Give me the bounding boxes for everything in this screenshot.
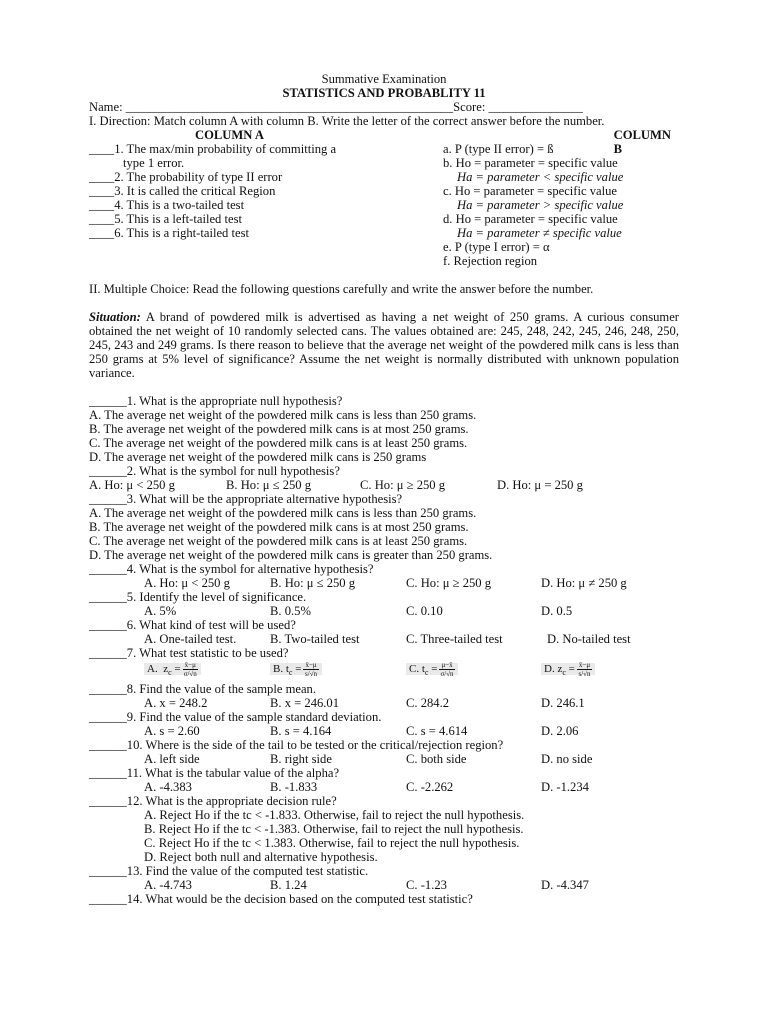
choice: A. One-tailed test. [144,632,237,646]
column-b-item: Ha = parameter ≠ specific value [457,226,622,240]
part2-direction: II. Multiple Choice: Read the following questions carefully and write the answer before the number. [89,282,594,296]
situation-label: Situation: [89,310,141,324]
choice: B. Ho: μ ≤ 250 g [270,576,356,590]
choice: D. Ho: μ = 250 g [497,478,583,492]
question-13: ______13. Find the value of the computed test statistic. [89,864,369,878]
fraction-numerator: x̄−μ [578,661,591,670]
fraction-denominator: σ/√n [183,670,197,679]
choices-row [89,478,679,492]
choice: A. s = 2.60 [144,724,200,738]
formula-choice: C. $t_c$ = $\frac{\mu-x̄}{\sigma/√n}$ [406,661,541,680]
choices-row [89,576,679,590]
question-6: ______6. What kind of test will be used? [89,618,296,632]
choice: B. The average net weight of the powdered milk cans is at most 250 grams. [89,422,469,436]
choice: B. 0.5% [270,604,311,618]
choice: C. Reject Ho if the tc < 1.383. Otherwise, fail to reject the null hypothesis. [144,836,520,850]
choice: A. -4.743 [144,878,192,892]
situation-paragraph [89,310,679,380]
question-9: ______9. Find the value of the sample standard deviation. [89,710,382,724]
choice: A. Reject Ho if the tc < -1.833. Otherwise, fail to reject the null hypothesis. [144,808,525,822]
choice: B. s = 4.164 [270,724,332,738]
choices-row [89,752,679,766]
choice: D. -4.347 [541,878,589,892]
choice: D. Reject both null and alternative hypothesis. [144,850,378,864]
choice: D. The average net weight of the powdered milk cans is 250 grams [89,450,427,464]
formula-choice: B. $t_c$ = $\frac{x̄-\mu}{s/√n}$ [270,661,406,680]
name-field[interactable]: Name: ____________________________________________________ [89,100,454,114]
choice: B. x = 246.01 [270,696,340,710]
choice: A. x = 248.2 [144,696,208,710]
column-b-item: e. P (type I error) = α [443,240,550,254]
choice: B. right side [270,752,332,766]
column-b-item: b. Ho = parameter = specific value [443,156,618,170]
question-3: ______3. What will be the appropriate alternative hypothesis? [89,492,403,506]
stat-subscript: c [168,668,172,678]
situation-text: A brand of powdered milk is advertised as having a net weight of 250 grams. A curious consumer obtained the net weight of 10 randomly selected cans. The values obtained are: 245, 248, 242, 245, 246, 248, 250, 245, 243 and 249 grams. Is there reason to believe that the average net weight of the powdered milk cans is less than 250 grams at 5% level of significance? Assume the net weight is normally distributed with unknown population variance. [89,310,679,380]
choice: B. 1.24 [270,878,307,892]
choices-row [89,696,679,710]
choice: D. 246.1 [541,696,585,710]
choices-row [89,878,679,892]
column-a-item: ____4. This is a two-tailed test [89,198,245,212]
question-5: ______5. Identify the level of significance. [89,590,307,604]
score-field[interactable]: Score: _______________ [453,100,583,114]
question-10: ______10. Where is the side of the tail to be tested or the critical/rejection region? [89,738,504,752]
exam-type: Summative Examination [321,72,447,86]
stat-variable: z [557,663,563,676]
stat-subscript: c [424,668,429,678]
choice: C. -1.23 [406,878,447,892]
stat-variable: t [421,663,425,676]
column-b-item: c. Ho = parameter = specific value [443,184,617,198]
choice: D. Ho: μ ≠ 250 g [541,576,627,590]
formula-choice: D. $z_c$ = $\frac{x̄-\mu}{s/√n}$ [541,661,595,680]
column-a-heading: COLUMN A [195,128,264,142]
column-a-item: type 1 error. [123,156,185,170]
choice: B. Reject Ho if the tc < -1.383. Otherwise, fail to reject the null hypothesis. [144,822,524,836]
question-8: ______8. Find the value of the sample mean. [89,682,316,696]
column-a-item: ____2. The probability of type II error [89,170,283,184]
question-2: ______2. What is the symbol for null hypothesis? [89,464,340,478]
formula-choice: A. $z_c$ = $\frac{x̄-\mu}{\sigma/√n}$ [144,661,270,680]
part1-direction: I. Direction: Match column A with column B. Write the letter of the correct answer before the number. [89,114,605,128]
column-b-heading: COLUMN B [613,128,671,156]
stat-variable: t [285,663,289,676]
choice: B. The average net weight of the powdered milk cans is at most 250 grams. [89,520,469,534]
fraction-denominator: s/√n [305,670,318,679]
choice: D. No-tailed test [547,632,631,646]
choice: A. Ho: μ < 250 g [89,478,175,492]
choice: C. 284.2 [406,696,450,710]
question-12: ______12. What is the appropriate decision rule? [89,794,337,808]
choice: D. The average net weight of the powdered milk cans is greater than 250 grams. [89,548,493,562]
stat-subscript: c [562,668,566,678]
fraction-denominator: s/√n [578,670,591,679]
choice: D. 2.06 [541,724,579,738]
fraction-denominator: σ/√n [440,670,454,679]
choice: C. Ho: μ ≥ 250 g [360,478,446,492]
choice: C. The average net weight of the powdered milk cans is at least 250 grams. [89,436,468,450]
column-a-item: ____1. The max/min probability of committing a [89,142,337,156]
choice: A. The average net weight of the powdered milk cans is less than 250 grams. [89,506,477,520]
question-11: ______11. What is the tabular value of the alpha? [89,766,340,780]
choice-letter: A. [147,663,158,676]
column-a-item: ____6. This is a right-tailed test [89,226,249,240]
fraction-numerator: μ−x̄ [441,661,453,670]
choice: C. Three-tailed test [406,632,503,646]
choice: A. left side [144,752,200,766]
choice: C. s = 4.614 [406,724,468,738]
choice: B. Two-tailed test [270,632,360,646]
choices-row [89,632,679,646]
choice-letter: C. [409,663,420,676]
formula-choices [89,660,679,682]
choice: C. -2.262 [406,780,454,794]
name-score-line [89,100,679,114]
matching-section [89,142,679,268]
exam-title: STATISTICS AND PROBABLITY 11 [282,86,486,100]
choice: C. both side [406,752,467,766]
column-a-item: ____5. This is a left-tailed test [89,212,242,226]
fraction [183,661,198,678]
column-b-item: f. Rejection region [443,254,538,268]
choice: D. no side [541,752,593,766]
choice: A. 5% [144,604,177,618]
choices-row [89,604,679,618]
question-7: ______7. What test statistic to be used? [89,646,289,660]
choice: C. The average net weight of the powdered milk cans is at least 250 grams. [89,534,468,548]
stat-variable: z [163,663,169,676]
choice: A. -4.383 [144,780,192,794]
choices-row [89,780,679,794]
question-14: ______14. What would be the decision based on the computed test statistic? [89,892,473,906]
fraction [577,661,592,678]
question-1: ______1. What is the appropriate null hypothesis? [89,394,343,408]
column-b-item: Ha = parameter > specific value [457,198,624,212]
choice: C. Ho: μ ≥ 250 g [406,576,492,590]
column-a-item: ____3. It is called the critical Region [89,184,276,198]
exam-page [89,72,679,906]
column-a [89,142,429,268]
choice: D. -1.234 [541,780,589,794]
column-b [429,142,623,268]
column-b-item: a. P (type II error) = ß [443,142,554,156]
choice: B. -1.833 [270,780,318,794]
choices-row [89,724,679,738]
choice-letter: B. [273,663,284,676]
choice: A. Ho: μ < 250 g [144,576,230,590]
choice: B. Ho: μ ≤ 250 g [226,478,312,492]
column-b-item: d. Ho = parameter = specific value [443,212,618,226]
fraction [303,661,318,678]
fraction-numerator: x̄−μ [184,661,196,670]
fraction [439,661,454,678]
column-b-item: Ha = parameter < specific value [457,170,624,184]
choice: D. 0.5 [541,604,573,618]
choice: A. The average net weight of the powdered milk cans is less than 250 grams. [89,408,477,422]
choice: C. 0.10 [406,604,443,618]
stat-subscript: c [288,668,293,678]
question-4: ______4. What is the symbol for alternative hypothesis? [89,562,374,576]
choice-letter: D. [544,663,555,676]
fraction-numerator: x̄−μ [305,661,317,670]
